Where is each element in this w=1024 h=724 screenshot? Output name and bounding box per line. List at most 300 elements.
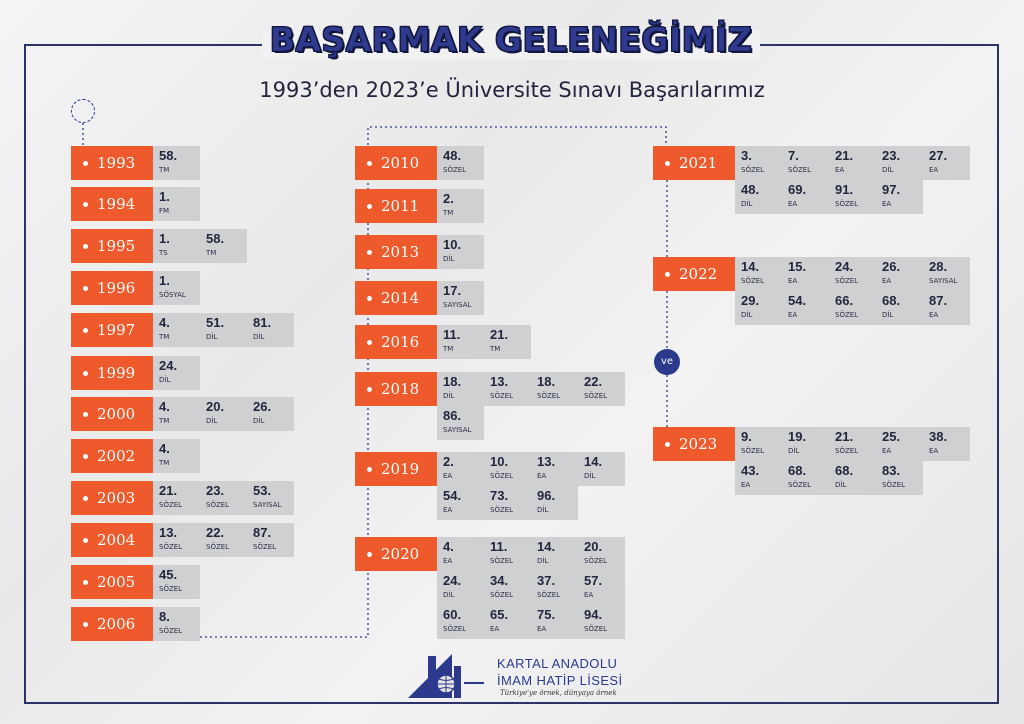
year-label: 1994 <box>71 187 153 221</box>
rank-cell <box>782 427 829 461</box>
year-label: 2005 <box>71 565 153 599</box>
rank-number: 27. <box>929 148 948 163</box>
rank-number: 29. <box>741 293 760 308</box>
rank-line <box>437 605 625 639</box>
year-label: 2018 <box>355 372 437 406</box>
rank-field: SAYISAL <box>929 277 958 285</box>
rank-cells <box>437 325 531 359</box>
rank-cell <box>923 146 970 180</box>
year-label: 2000 <box>71 397 153 431</box>
rank-cell <box>578 452 625 486</box>
rank-cell <box>437 452 484 486</box>
rank-number: 21. <box>159 483 178 498</box>
rank-field: DİL <box>159 376 171 384</box>
rank-cell <box>200 481 247 515</box>
rank-number: 68. <box>835 463 854 478</box>
rank-field: SÖZEL <box>490 392 514 400</box>
rank-cell <box>437 189 484 223</box>
rank-line <box>437 235 484 269</box>
rank-line <box>153 229 247 263</box>
rank-cell <box>829 291 876 325</box>
rank-field: SÖZEL <box>490 506 514 514</box>
rank-field: SÖZEL <box>741 447 765 455</box>
rank-number: 54. <box>443 488 462 503</box>
rank-number: 8. <box>159 609 170 624</box>
rank-number: 58. <box>206 231 225 246</box>
year-label: 2006 <box>71 607 153 641</box>
rank-number: 53. <box>253 483 272 498</box>
rank-field: SÖZEL <box>835 200 859 208</box>
rank-number: 18. <box>537 374 556 389</box>
rank-field: EA <box>443 472 453 480</box>
rank-field: TM <box>159 417 170 425</box>
rank-cell <box>735 257 782 291</box>
year-label: 2003 <box>71 481 153 515</box>
rank-cells <box>153 229 247 263</box>
rank-cells <box>153 565 200 599</box>
rank-number: 69. <box>788 182 807 197</box>
rank-cell <box>876 257 923 291</box>
rank-cell <box>484 325 531 359</box>
rank-field: EA <box>537 472 547 480</box>
rank-cell <box>437 235 484 269</box>
year-label: 2013 <box>355 235 437 269</box>
rank-line <box>153 565 200 599</box>
rank-number: 87. <box>929 293 948 308</box>
rank-field: SÖZEL <box>537 591 561 599</box>
rank-field: DİL <box>835 481 847 489</box>
rank-field: SÖSYAL <box>159 291 186 299</box>
rank-number: 68. <box>882 293 901 308</box>
rank-line <box>437 281 484 315</box>
rank-number: 13. <box>490 374 509 389</box>
school-name-line2: İMAM HATİP LİSESİ <box>497 673 623 688</box>
rank-cell <box>782 461 829 495</box>
rank-cell <box>200 229 247 263</box>
rank-field: SÖZEL <box>443 166 467 174</box>
rank-number: 13. <box>537 454 556 469</box>
rank-number: 4. <box>159 315 170 330</box>
rank-line <box>437 406 625 440</box>
rank-number: 14. <box>584 454 603 469</box>
rank-cell <box>735 146 782 180</box>
rank-cell <box>735 427 782 461</box>
year-label: 2011 <box>355 189 437 223</box>
rank-field: DİL <box>253 333 265 341</box>
rank-number: 20. <box>206 399 225 414</box>
year-label: 2016 <box>355 325 437 359</box>
rank-field: SÖZEL <box>584 557 608 565</box>
year-label: 1993 <box>71 146 153 180</box>
rank-number: 14. <box>741 259 760 274</box>
year-label: 2021 <box>653 146 735 180</box>
rank-number: 10. <box>490 454 509 469</box>
year-label: 1996 <box>71 271 153 305</box>
rank-field: SAYISAL <box>443 301 472 309</box>
rank-number: 22. <box>206 525 225 540</box>
rank-field: EA <box>584 591 594 599</box>
rank-field: EA <box>741 481 751 489</box>
rank-number: 91. <box>835 182 854 197</box>
rank-field: EA <box>788 200 798 208</box>
rank-number: 11. <box>443 327 461 342</box>
rank-line <box>153 523 294 557</box>
rank-cell <box>782 180 829 214</box>
rank-number: 60. <box>443 607 462 622</box>
rank-cells <box>735 257 970 325</box>
rank-field: TM <box>443 345 454 353</box>
rank-cell <box>153 146 200 180</box>
year-label: 2014 <box>355 281 437 315</box>
rank-line <box>153 397 294 431</box>
rank-number: 1. <box>159 273 170 288</box>
rank-number: 21. <box>835 148 854 163</box>
rank-cell <box>782 257 829 291</box>
rank-field: EA <box>788 311 798 319</box>
rank-field: DİL <box>882 311 894 319</box>
rank-cell <box>153 523 200 557</box>
rank-field: SÖZEL <box>882 481 906 489</box>
rank-cell <box>876 291 923 325</box>
rank-cell <box>437 281 484 315</box>
rank-field: DİL <box>741 200 753 208</box>
rank-field: SÖZEL <box>159 501 183 509</box>
rank-cells <box>153 271 200 305</box>
rank-field: SÖZEL <box>159 627 183 635</box>
rank-cells <box>153 523 294 557</box>
rank-field: SÖZEL <box>253 543 277 551</box>
rank-field: DİL <box>537 506 549 514</box>
rank-number: 26. <box>253 399 272 414</box>
rank-number: 51. <box>206 315 225 330</box>
rank-field: EA <box>443 506 453 514</box>
rank-cell <box>782 291 829 325</box>
year-label: 2002 <box>71 439 153 473</box>
rank-line <box>153 146 200 180</box>
rank-cell <box>484 571 531 605</box>
rank-cells <box>153 481 294 515</box>
rank-field: TM <box>159 333 170 341</box>
rank-cell <box>923 291 970 325</box>
rank-number: 17. <box>443 283 462 298</box>
rank-cell <box>153 439 200 473</box>
rank-number: 1. <box>159 189 170 204</box>
rank-cell <box>876 180 923 214</box>
rank-field: SÖZEL <box>835 311 859 319</box>
school-slogan: Türkiye'ye örnek, dünyaya örnek <box>500 689 617 697</box>
rank-number: 66. <box>835 293 854 308</box>
rank-line <box>437 372 625 406</box>
rank-number: 24. <box>443 573 462 588</box>
rank-cell <box>153 313 200 347</box>
year-label: 2023 <box>653 427 735 461</box>
rank-field: EA <box>835 166 845 174</box>
rank-field: SAYISAL <box>253 501 282 509</box>
rank-number: 20. <box>584 539 603 554</box>
rank-field: SÖZEL <box>584 392 608 400</box>
rank-cells <box>437 146 484 180</box>
rank-cell <box>153 356 200 390</box>
rank-field: EA <box>443 557 453 565</box>
rank-cell <box>437 537 484 571</box>
rank-cells <box>437 189 484 223</box>
rank-field: TM <box>443 209 454 217</box>
rank-cell <box>437 406 484 440</box>
rank-field: EA <box>882 447 892 455</box>
rank-number: 19. <box>788 429 807 444</box>
rank-line <box>153 439 200 473</box>
rank-field: EA <box>788 277 798 285</box>
rank-number: 86. <box>443 408 462 423</box>
rank-line <box>153 356 200 390</box>
rank-number: 21. <box>490 327 509 342</box>
rank-cells <box>153 397 294 431</box>
rank-cell <box>735 291 782 325</box>
rank-field: SÖZEL <box>206 501 230 509</box>
rank-number: 3. <box>741 148 752 163</box>
rank-field: EA <box>490 625 500 633</box>
rank-cell <box>531 537 578 571</box>
rank-cell <box>153 187 200 221</box>
rank-cell <box>923 427 970 461</box>
rank-cell <box>484 605 531 639</box>
rank-cell <box>531 372 578 406</box>
rank-cell <box>578 571 625 605</box>
rank-cell <box>247 397 294 431</box>
rank-cell <box>484 452 531 486</box>
rank-field: EA <box>929 447 939 455</box>
rank-field: TM <box>490 345 501 353</box>
rank-number: 15. <box>788 259 807 274</box>
year-label: 2020 <box>355 537 437 571</box>
rank-field: FM <box>159 207 170 215</box>
rank-number: 73. <box>490 488 509 503</box>
rank-number: 23. <box>882 148 901 163</box>
rank-cell <box>782 146 829 180</box>
rank-cell <box>876 146 923 180</box>
rank-line <box>153 313 294 347</box>
rank-number: 43. <box>741 463 760 478</box>
rank-field: TS <box>159 249 168 257</box>
rank-field: DİL <box>788 447 800 455</box>
rank-line <box>437 486 625 520</box>
rank-cell <box>200 523 247 557</box>
rank-cell <box>829 146 876 180</box>
rank-cell <box>531 571 578 605</box>
rank-cell <box>876 427 923 461</box>
rank-cells <box>153 313 294 347</box>
rank-field: SÖZEL <box>490 472 514 480</box>
rank-cell <box>735 461 782 495</box>
rank-field: TM <box>206 249 217 257</box>
rank-cell <box>200 313 247 347</box>
rank-number: 25. <box>882 429 901 444</box>
rank-cell <box>923 257 970 291</box>
rank-number: 18. <box>443 374 462 389</box>
rank-cell <box>437 325 484 359</box>
rank-cells <box>153 146 200 180</box>
rank-cell <box>578 372 625 406</box>
rank-cells <box>437 235 484 269</box>
rank-field: DİL <box>443 255 455 263</box>
rank-cell <box>578 605 625 639</box>
rank-cell <box>829 257 876 291</box>
rank-field: DİL <box>443 392 455 400</box>
rank-field: SÖZEL <box>490 591 514 599</box>
rank-number: 7. <box>788 148 799 163</box>
rank-number: 38. <box>929 429 948 444</box>
rank-cells <box>735 427 970 495</box>
rank-cell <box>247 523 294 557</box>
rank-field: SÖZEL <box>741 277 765 285</box>
rank-field: DİL <box>537 557 549 565</box>
year-label: 1995 <box>71 229 153 263</box>
page-subtitle: 1993’den 2023’e Üniversite Sınavı Başarılarımız <box>259 78 765 102</box>
rank-line <box>437 452 625 486</box>
school-name-line1: KARTAL ANADOLU <box>497 656 618 671</box>
rank-number: 4. <box>443 539 454 554</box>
rank-field: SÖZEL <box>835 447 859 455</box>
rank-cell <box>531 486 578 520</box>
rank-number: 28. <box>929 259 948 274</box>
rank-number: 4. <box>159 399 170 414</box>
rank-cell <box>484 372 531 406</box>
rank-cell <box>437 571 484 605</box>
rank-cell <box>829 427 876 461</box>
rank-cell <box>153 607 200 641</box>
rank-field: SÖZEL <box>443 625 467 633</box>
rank-number: 37. <box>537 573 556 588</box>
rank-number: 11. <box>490 539 508 554</box>
rank-number: 2. <box>443 454 454 469</box>
rank-number: 34. <box>490 573 509 588</box>
rank-number: 26. <box>882 259 901 274</box>
rank-line <box>153 481 294 515</box>
rank-cell <box>829 461 876 495</box>
rank-field: EA <box>882 277 892 285</box>
rank-number: 24. <box>159 358 178 373</box>
rank-cells <box>153 607 200 641</box>
rank-field: SÖZEL <box>159 585 183 593</box>
rank-cell <box>829 180 876 214</box>
rank-field: DİL <box>206 333 218 341</box>
rank-cells <box>735 146 970 214</box>
rank-cell <box>200 397 247 431</box>
rank-line <box>437 325 531 359</box>
rank-cells <box>153 439 200 473</box>
rank-cell <box>437 486 484 520</box>
rank-number: 9. <box>741 429 752 444</box>
rank-cell <box>247 313 294 347</box>
rank-line <box>735 291 970 325</box>
rank-cell <box>876 461 923 495</box>
rank-number: 65. <box>490 607 509 622</box>
rank-number: 87. <box>253 525 272 540</box>
rank-cells <box>153 356 200 390</box>
rank-number: 48. <box>741 182 760 197</box>
rank-field: EA <box>537 625 547 633</box>
rank-line <box>437 571 625 605</box>
year-label: 2004 <box>71 523 153 557</box>
rank-cell <box>735 180 782 214</box>
page-title: BAŞARMAK GELENEĞİMİZ <box>269 20 753 59</box>
rank-field: EA <box>929 311 939 319</box>
rank-line <box>735 427 970 461</box>
rank-field: EA <box>929 166 939 174</box>
rank-cell <box>437 146 484 180</box>
rank-line <box>735 257 970 291</box>
rank-field: DİL <box>253 417 265 425</box>
rank-cell <box>531 452 578 486</box>
ve-connector-badge: ve <box>654 349 680 375</box>
rank-field: DİL <box>584 472 596 480</box>
rank-number: 4. <box>159 441 170 456</box>
rank-number: 21. <box>835 429 854 444</box>
rank-cell <box>153 397 200 431</box>
rank-number: 10. <box>443 237 462 252</box>
rank-cell <box>484 486 531 520</box>
rank-line <box>437 537 625 571</box>
rank-line <box>735 461 970 495</box>
rank-field: SÖZEL <box>788 166 812 174</box>
rank-field: TM <box>159 459 170 467</box>
rank-field: SÖZEL <box>490 557 514 565</box>
rank-field: DİL <box>741 311 753 319</box>
rank-cell <box>153 229 200 263</box>
rank-number: 23. <box>206 483 225 498</box>
rank-line <box>735 180 970 214</box>
rank-number: 1. <box>159 231 170 246</box>
rank-number: 13. <box>159 525 178 540</box>
rank-line <box>153 607 200 641</box>
year-label: 2010 <box>355 146 437 180</box>
rank-field: DİL <box>443 591 455 599</box>
rank-field: DİL <box>882 166 894 174</box>
rank-number: 97. <box>882 182 901 197</box>
rank-cells <box>437 281 484 315</box>
rank-field: SÖZEL <box>741 166 765 174</box>
rank-field: EA <box>882 200 892 208</box>
rank-field: SÖZEL <box>537 392 561 400</box>
rank-number: 68. <box>788 463 807 478</box>
rank-field: SÖZEL <box>159 543 183 551</box>
rank-field: SÖZEL <box>788 481 812 489</box>
rank-number: 14. <box>537 539 556 554</box>
rank-number: 94. <box>584 607 603 622</box>
rank-number: 57. <box>584 573 603 588</box>
rank-number: 75. <box>537 607 556 622</box>
rank-line <box>153 271 200 305</box>
rank-field: SAYISAL <box>443 426 472 434</box>
year-label: 2019 <box>355 452 437 486</box>
year-label: 2022 <box>653 257 735 291</box>
rank-field: TM <box>159 166 170 174</box>
rank-number: 22. <box>584 374 603 389</box>
timeline-start-circle <box>71 99 95 123</box>
rank-number: 24. <box>835 259 854 274</box>
rank-cells <box>437 372 625 440</box>
rank-cell <box>153 481 200 515</box>
rank-cell <box>437 605 484 639</box>
rank-cell <box>437 372 484 406</box>
rank-line <box>437 189 484 223</box>
rank-cell <box>153 271 200 305</box>
rank-number: 45. <box>159 567 178 582</box>
rank-cell <box>153 565 200 599</box>
rank-field: DİL <box>206 417 218 425</box>
rank-field: SÖZEL <box>584 625 608 633</box>
rank-cell <box>484 537 531 571</box>
